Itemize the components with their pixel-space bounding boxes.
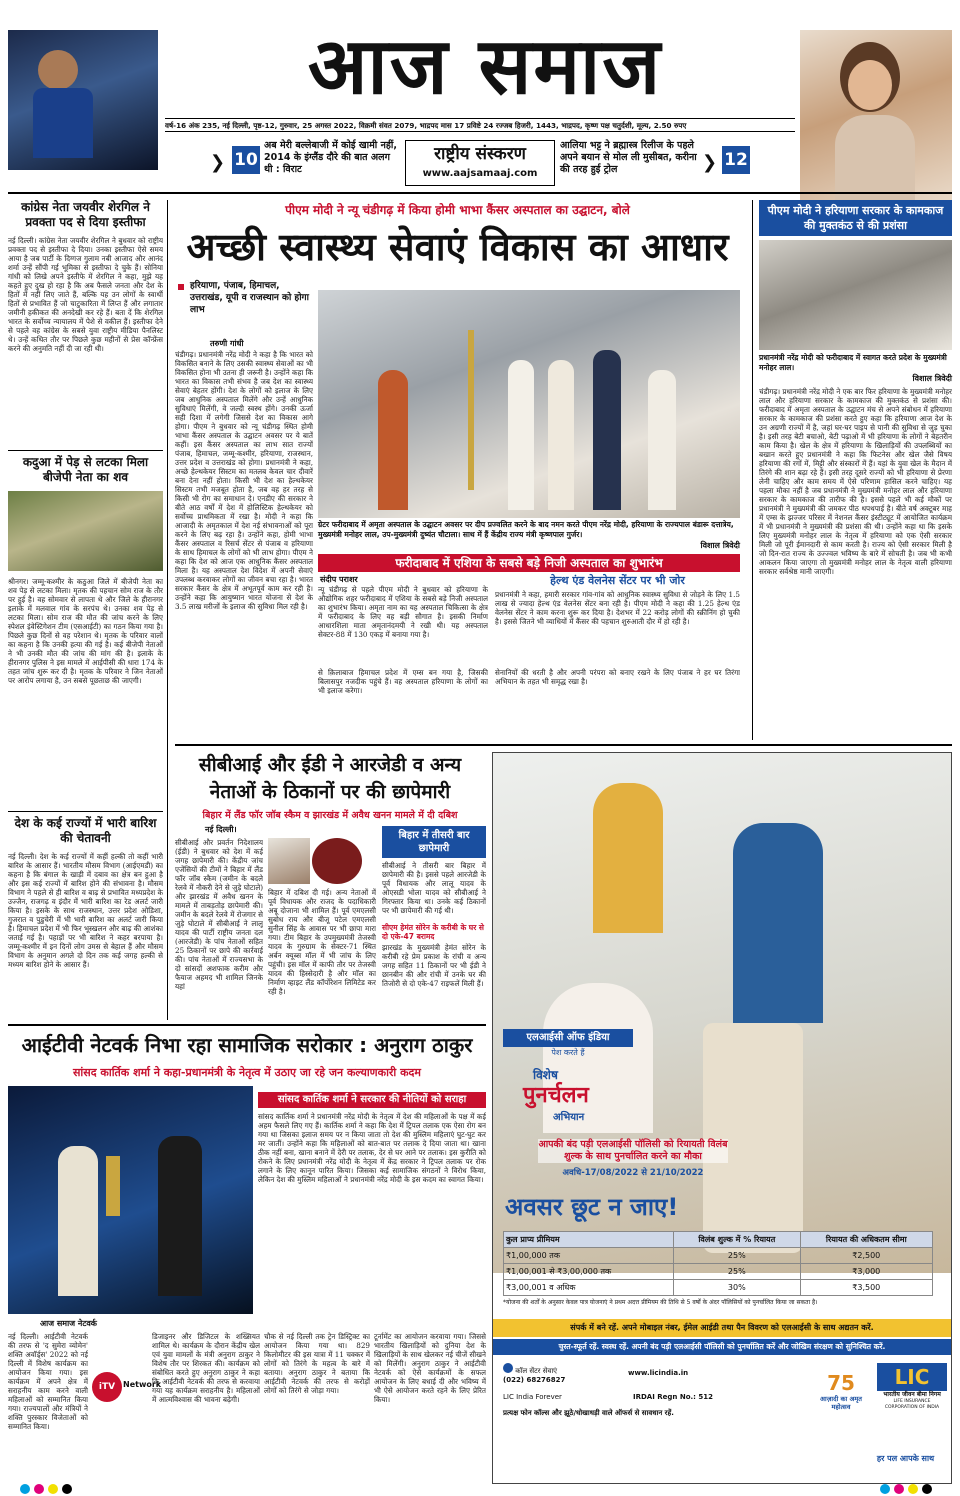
arrow-icon: ❯ — [210, 152, 226, 173]
lic-cell: 25% — [674, 1248, 800, 1264]
itv-subhead: सांसद कार्तिक शर्मा ने कहा-प्रधानमंत्री के नेतृत्व में उठाए जा रहे जन कल्याणकारी कदम — [73, 1066, 421, 1079]
story3-body: नई दिल्ली। देश के कई राज्यों में कहीं हल्की तो कहीं भारी बारिश के आसार हैं। भारतीय मौसम विभाग (आईएमडी) का कहना है कि बंगाल के खाड़ी में दबाव का क्षेत्र बन हुआ है और इस कई राज्यों में बारिश होने की संभावना है। मौसम विभाग ने पहले से ही बारिश व बाढ़ से प्रभावित मध्यप्रदेश के उज्जैन, राजगढ़ व इंदौर में भारी बारिश का रेड अलर्ट जारी किया है। इसके के साथ राजस्थान, उत्तर प्रदेश ओडिशा, गुजरात व पुडुचेरी में भी भारी बारिश का अलर्ट जारी किया है। हिमाचल प्रदेश में भी फिर भूस्खलन और बाढ़ की आशंका जताई गई है। पहाड़ों पर भी बारिश ने कहर बरपाया है। जम्मू-कश्मीर में इन दिनों लोग उमस से बेहाल हैं और मौसम विभाग के अनुमान अगले दो दिन तक कई जगह हल्की से मध्यम बारिश होने के आसार हैं। — [8, 852, 163, 969]
itv-body-top: सांसद कार्तिक शर्मा ने प्रधानमंत्री नरेंद्र मोदी के नेतृत्व में देश की महिलाओं के पक्ष में कई अहम फैसले लिए गए हैं। कार्तिक शर्मा ने कहा कि देश में ट्रिपल तलाक एक ऐसा रोग बन गया था जिसका इलाज समय पर न किया जाता तो देश की मुस्लिम महिलाएं घुट-घुट कर मर जातीं। उन्होंने कहा कि महिलाओं को बात-बात पर तलाक दे दिया जाता था। खाना ठीक नहीं बना, खाना बनाने में देरी पर तलाक, देर से घर आने पर तलाक। इस कुरीति को रोकने के लिए प्रधानमंत्री नरेंद्र मोदी के नेतृत्व में केंद्र सरकार ने ट्रिपल तलाक पर रोक लगाने के लिए कानून पारित किया। जिसका कई सामाजिक संगठनों ने विरोध किया, लेकिन देश की मुस्लिम महिलाओं ने प्रधानमंत्री नरेंद्र मोदी के इस कदम का स्वागत किया। — [258, 1112, 486, 1184]
lic-slogan-bottom: हर पल आपके साथ — [876, 1454, 935, 1463]
dateline: वर्ष-16 अंक 235, नई दिल्ली, पृष्ठ-12, गुरुवार, 25 अगस्त 2022, विक्रमी संवत 2079, भाद्रपद मास 17 प्रविष्टे 24 रज्जब हिजरी, 1443, भाद्रपद, कृष्ण पक्ष चतुर्दशी, मूल्य, 2.50 रुपए — [165, 118, 795, 132]
section-rule — [175, 744, 952, 746]
lic-th-limit: रियायत की अधिकतम सीमा — [800, 1232, 932, 1248]
right-story-credit: विशाल त्रिवेदी — [912, 374, 952, 383]
cbi-logo — [312, 838, 362, 884]
itv-logo: iTV Network — [92, 1372, 148, 1402]
cbi-box — [382, 826, 486, 1016]
lead-photo-caption: ग्रेटर फरीदाबाद में अमृता अस्पताल के उद्घाटन अवसर पर दीप प्रज्वलित करने के बाद नमन करते पीएम नरेंद्र मोदी, हरियाणा के राज्यपाल बंडारू दत्तात्रेय, मुख्यमंत्री मनोहर लाल, उप-मुख्यमंत्री दुष्यंत चौटाला। साथ में हैं केंद्रीय राज्य मंत्री कृष्णपाल गुर्जर। — [318, 520, 734, 539]
registration-mark — [908, 1484, 918, 1494]
lic-contact: संपर्क में बने रहें. अपने मोबाइल नंबर, ईमेल आईडी तथा पैन विवरण को एलआईसी के साथ अद्यतन करें. — [493, 1319, 951, 1337]
faridabad-bar: फरीदाबाद में एशिया के सबसे बड़े निजी अस्पताल का शुभारंभ — [318, 554, 740, 572]
right-story — [752, 200, 952, 740]
masthead-rule — [8, 192, 952, 194]
lic-irdai: IRDAI Regn No.: 512 — [633, 1393, 714, 1401]
lead-photo-credit: विशाल त्रिवेदी — [700, 541, 740, 550]
story3-headline: देश के कई राज्यों में भारी बारिश की चेतावनी — [14, 816, 157, 845]
faridabad-body3: से क़िलाबाज हिमाचल प्रदेश में एम्स बन गया है, जिसकी बिलासपुर नजदीक पहुंचे हैं। वह अस्पताल हरियाणा के लोगों का भी इलाज करेगा। — [318, 668, 488, 695]
arrow-icon: ❯ — [702, 152, 718, 173]
lic-campaign-2: पुनर्चलन — [523, 1083, 589, 1108]
lead-kicker: पीएम मोदी ने न्यू चंडीगढ़ में किया होमी भाभा कैंसर अस्पताल का उद्घाटन, बोले — [175, 200, 740, 220]
faridabad-body4: सेनानियों की धरती है और अपनी परंपरा को बनाए रखने के लिए पंजाब ने हर घर तिरंगा अभियान के तहत भी समृद्ध रखा है। — [495, 668, 740, 686]
azadi-label: आज़ादी का अमृत महोत्सव — [819, 1395, 863, 1411]
lic-caution: प्रत्यक्ष फोन कॉल्स और झूठे/धोखाधड़ी वाले ऑफर्स से सावधान रहें. — [503, 1409, 674, 1417]
lic-helpline-number: (022) 68276827 — [503, 1376, 566, 1384]
lic-cell: ₹3,000 — [800, 1264, 932, 1280]
cbi-box-red: सीएम हेमंत सोरेन के करीबी के घर से दो एके-47 बरामद — [382, 923, 484, 941]
itv-bar: सांसद कार्तिक शर्मा ने सरकार की नीतियों को सराहा — [258, 1092, 486, 1108]
left-column — [8, 200, 163, 1020]
story2-photo — [8, 491, 163, 571]
lic-cell: ₹1,00,000 तक — [504, 1248, 674, 1264]
itv-rule — [8, 1024, 486, 1026]
itv-photo-caption: आज समाज नेटवर्क — [40, 1319, 97, 1328]
lic-brand-top: एलआईसी ऑफ इंडिया — [503, 1029, 633, 1047]
lead-byline: तरुणी गांधी — [210, 339, 244, 348]
lead-deck — [178, 280, 313, 336]
lic-offer: आपकी बंद पड़ी एलआईसी पॉलिसी को रियायती विलंब शुल्क के साथ पुनर्चालित करने का मौका — [538, 1139, 728, 1162]
itv-body2: डिजाइनर और डिजिटल के शख्सियत शामिल थे। कार्यक्रम के दौरान केंद्रीय खेल एवं युवा मामलों के मंत्री अनुराग ठाकुर ने विशेष तौर पर शिरकत की। कार्यक्रम को संबोधित करते हुए अनुराग ठाकुर ने कहा कि आईटीवी नेटवर्क की तरफ से करवाया गया यह कार्यक्रम सराहनीय है। महिलाओं में आत्मविश्वास की भावना बढ़ेगी। — [152, 1332, 260, 1404]
right-story-caption: प्रधानमंत्री नरेंद्र मोदी को फरीदाबाद में स्वागत करते प्रदेश के मुख्यमंत्री मनोहर लाल। — [759, 353, 947, 372]
lic-th-premium: कुल प्राप्य प्रीमियम — [504, 1232, 674, 1248]
story2-body: श्रीनगर। जम्मू-कश्मीर के कठुआ जिले में बीजेपी नेता का शव पेड़ से लटका मिला। मृतक की पहचान सोम राज के तौर पर हुई है। वह सोमवार से लापता थे और जिले के हीरानगर इलाके में मलवाल गांव के सरपंच थे। उनका शव पेड़ से लटका मिला। सोम राज की मौत की जांच करने के लिए स्पेशल इंवेस्टिगेशन टीम (एसआईटी) का गठन किया गया है। पिछले कुछ दिनों से वह परेशान थे। मृतक के परिवार वालों का कहना है कि उनकी हत्या की गई है। कई बीजेपी नेताओं ने भी उनकी मौत की जांच की मांग की है। इलाके के हीरानगर पुलिस ने इस मामले में आईपीसी की धारा 174 के तहत जांच शुरू कर दी है। मृतक के परिवार ने जिन नेताओं पर आरोप लगाया है, उन सबसे पूछताछ की जाएगी। — [8, 577, 163, 685]
azadi-logo: 75 आज़ादी का अमृत महोत्सव — [811, 1371, 871, 1431]
cbi-body2: बिहार में दबिश दी गई। अन्य नेताओं में पूर्व विधायक और राजद के पदाधिकारी अबू दोजाना भी शामिल हैं। पूर्व एमएलसी सुबोध राय और बीजू पटेल एमएलसी सुनील सिंह के आवास पर भी छापा मारा गया। टीम बिहार के उपमुख्यमंत्री तेजस्वी यादव के गुरुग्राम के सेक्टर-71 स्थित अर्बन क्यूब्स मॉल में भी जांच के लिए पहुंची। इस मॉल में काफी तौर पर तेजस्वी यादव की हिस्सेदारी है और मॉल का निर्माण व्हाइट लैंड कॉर्पोरेशन लिमिटेड कर रही है। — [268, 888, 376, 996]
lic-cell: ₹1,00,001 से ₹3,00,000 तक — [504, 1264, 674, 1280]
lic-cell: ₹3,00,001 व अधिक — [504, 1280, 674, 1296]
registration-mark — [880, 1484, 890, 1494]
lic-ad — [492, 752, 952, 1484]
itv-headline: आईटीवी नेटवर्क निभा रहा सामाजिक सरोकार : अनुराग ठाकुर — [21, 1033, 473, 1057]
lic-slogan: चुस्त-स्फूर्त रहें. स्वस्थ रहें. अपनी बंद पड़ी एलआईसी पॉलिसी को पुनर्चालित करें और जोखिम संरक्षण को सुनिश्चित करें. — [493, 1339, 951, 1355]
lic-website[interactable]: www.licindia.in — [628, 1369, 689, 1377]
cbi-body1: सीबीआई और प्रवर्तन निदेशालय (ईडी) ने बुधवार को देश में कई जगह छापेमारी की। केंद्रीय जांच एजेंसियों की टीमों ने बिहार में लैंड फॉर जॉब स्कैम (जमीन के बदले रेलवे में नौकरी देने से जुड़े घोटाले) और झारखंड में अवैध खनन के मामले में ताबड़तोड़ छापेमारी की। जमीन के बदले रेलवे में रोजगार से जुड़े घोटाले में सीबीआई ने लालू यादव की पार्टी राष्ट्रीय जनता दल (आरजेडी) के पांच नेताओं सहित 25 ठिकानों पर छापे की कार्रवाई की। पांच नेताओं में राज्यसभा के दो सांसदों अशफाक करीम और फैयाज अहमद भी शामिल जिनके यहां — [175, 838, 263, 991]
itv-photo — [8, 1086, 253, 1314]
lic-app: LIC India Forever — [503, 1393, 562, 1401]
story2-headline: कदुआ में पेड़ से लटका मिला बीजेपी नेता का शव — [22, 455, 149, 484]
edition-box — [405, 140, 555, 186]
registration-mark — [894, 1484, 904, 1494]
lic-helpline — [503, 1363, 623, 1385]
lic-name: भारतीय जीवन बीमा निगम — [883, 1391, 941, 1398]
teaser-left-page: 10 — [232, 146, 260, 174]
cbi-dateline: नई दिल्ली। — [205, 825, 237, 834]
lic-cell: ₹2,500 — [800, 1248, 932, 1264]
cbi-headline: सीबीआई और ईडी ने आरजेडी व अन्य नेताओं के ठिकानों पर की छापेमारी — [198, 754, 462, 803]
faridabad-body2: प्रधानमंत्री ने कहा, हमारी सरकार गांव-गांव को आधुनिक स्वास्थ्य सुविधा से जोड़ने के लिए 1.5 लाख से ज्यादा हेल्थ एंड वेलनेस सेंटर बना रही है। पीएम मोदी ने कहा की 1.25 हेल्थ एंड वेलनेस सेंटर ने काम करना शुरू कर दिया है। देशभर में 22 करोड़ लोगों की स्क्रीनिंग हो चुकी है। इससे जितने भी व्याधियों में कैंसर की पहचान शुरुआती दौर में हो रही है। — [495, 590, 740, 626]
lic-cell: 30% — [674, 1280, 800, 1296]
right-story-headline: पीएम मोदी ने हरियाणा सरकार के कामकाज की मुक्तकंठ से की प्रशंसा — [759, 200, 952, 236]
faridabad-subhead: हेल्थ एंड वेलनेस सेंटर पर भी जोर — [550, 574, 685, 587]
table-row — [504, 1264, 933, 1280]
lic-cell: ₹3,500 — [800, 1280, 932, 1296]
cbi-photo-person — [268, 838, 310, 884]
registration-mark — [34, 1484, 44, 1494]
lic-helpline-label: कॉल सेंटर सेवाएं — [515, 1367, 558, 1375]
registration-mark — [20, 1484, 30, 1494]
lic-table-header — [504, 1232, 933, 1248]
lead-photo — [318, 290, 740, 518]
teaser-right-text: आलिया भट्ट ने ब्रह्मास्त्र रिलीज के पहले अपने बयान से मोल ली मुसीबत, करीना की तरह हुई ट्रोल — [560, 140, 697, 175]
masthead-photo-left — [8, 30, 158, 170]
lic-th-rebate: विलंब शुल्क में % रियायत — [674, 1232, 800, 1248]
cbi-box-body: सीबीआई ने तीसरी बार बिहार में छापेमारी की है। इससे पहले आरजेडी के पूर्व विधायक और लालू यादव के ओएसडी भोला यादव को सीबीआई ने गिरफ्तार किया था। उनके कई ठिकानों पर भी छापेमारी की गई थी। — [382, 861, 486, 915]
registration-mark — [62, 1484, 72, 1494]
lic-period: अवधि-17/08/2022 से 21/10/2022 — [562, 1168, 704, 1178]
column-rule — [167, 200, 168, 1020]
lic-cell: 25% — [674, 1264, 800, 1280]
edition-label: राष्ट्रीय संस्करण — [434, 144, 526, 164]
right-story-body: चंडीगढ़। प्रधानमंत्री नरेंद्र मोदी ने एक बार फिर हरियाणा के मुख्यमंत्री मनोहर लाल और हरियाणा सरकार के कामकाज की मुक्तकंठ से प्रशंसा की। फरीदाबाद में अमृता अस्पताल के उद्घाटन मंच से अपने संबोधन में हरियाणा सरकार के कामकाज की प्रशंसा करते हुए कहा कि हरियाणा आज देश के उन अग्रणी राज्यों में है, जहां घर-घर पाइप से पानी की सुविधा से जुड़ चुका है। इसी तरह बेटी बचाओ, बेटी पढ़ाओ में भी हरियाणा के लोगों ने बेहतरीन काम किया है। खेल के क्षेत्र में हरियाणा के खिलाड़ियों की उपलब्धियों का बखान करते हुए प्रधानमंत्री ने कहा कि फिटनेस और खेल जैसे विषय हरियाणा की रगों में, मिट्टी और संस्कारों में हैं। यहां के युवा खेल के मैदान में तिरंगे की शान बढ़ा रहे हैं। इसी तरह दूसरे राज्यों को भी हरियाणा से प्रेरणा लेनी चाहिए और काम समय में ऐसे परिणाम हासिल करने चाहिए। यह पहला मौका नहीं है जब प्रधानमंत्री ने मुख्यमंत्री मनोहर लाल और हरियाणा सरकार के कामकाज की तारीफ की है। इससे पहले भी कई मौकों पर प्रधानमंत्री ने मुख्यमंत्री की जमकर पीठ थपथपाई है। बीते वर्ष अक्टूबर माह में एम्स के झज्जर परिसर में नेशनल कैंसर इंस्टीट्यूट में आयोजित कार्यक्रम में भी प्रधानमंत्री ने मुख्यमंत्री की प्रशंसा की थी। उन्होंने कहा था कि इसके लिए मुख्यमंत्री मनोहर लाल के नेतृत्व में हरियाणा को एक ऐसी सरकार मिली जो पूरी ईमानदारी से काम करती है। राज्य को ऐसी सरकार मिली है जो दिन-रात राज्य के उज्ज्वल भविष्य के बारे में सोचती है। जब भी कभी आकलन किया जाएगा तो मुख्यमंत्री मनोहर लाल के नेतृत्व वाली हरियाणा सरकार सर्वश्रेष्ठ मानी जाएगी। — [759, 387, 952, 576]
itv-body4: टूर्नामेंट का आयोजन करवाया गया। जिससे भारतीय खिलाड़ियों को दुनिया देश के खिलाड़ियों के साथ खेलकर नई चीजें सीखने को मिलेंगी। अनुराग ठाकुर ने आईटीवी नेटवर्क को ऐसे कार्यक्रमों के सफल आयोजन के लिए बधाई दी और भविष्य में भी ऐसे आयोजन करते रहने के लिए प्रेरित किया। — [374, 1332, 486, 1404]
phone-icon — [503, 1363, 513, 1373]
lead-headline: अच्छी स्वास्थ्य सेवाएं विकास का आधार — [186, 225, 729, 269]
cbi-box-body2: झारखंड के मुख्यमंत्री हेमंत सोरेन के करीबी रहे प्रेम प्रकाश के रांची व अन्य जगह सहित 11 ठिकानों पर भी ईडी ने छानबीन की और रांची में उनके घर की तिजोरी से दो एके-47 राइफलें मिली हैं। — [382, 943, 486, 988]
cbi-subhead: बिहार में लैंड फॉर जॉब स्कैम व झारखंड में अवैध खनन मामले में दी दबिश — [202, 810, 458, 821]
teaser-left[interactable] — [210, 138, 400, 186]
lic-logo-text: LIC — [877, 1363, 947, 1391]
registration-mark — [922, 1484, 932, 1494]
table-row — [504, 1248, 933, 1264]
story1-body: नई दिल्ली। कांग्रेस नेता जयवीर शेरगिल ने बुधवार को राष्ट्रीय प्रवक्ता पद से इस्तीफा दे दिया। उनका इस्तीफा ऐसे समय आया है जब पार्टी के दिग्गज गुलाम नबी आजाद और आनंद शर्मा उन्हें सौंपी गई भूमिका से इस्तीफा दे चुके हैं। सोनिया गांधी को लिखे अपने इस्तीफे में शेरगिल ने कहा, मुझे यह कहते हुए दुख हो रहा है कि अब फैसले जनता और देश के हितों में नहीं लिए जाते हैं, बल्कि यह उन लोगों के स्वार्थी हितों से प्रभावित हैं जो चाटुकारिता में लिप्त हैं और लगातार जमीनी हकीकत की अनदेखी कर रहे हैं। बता दें कि शेरगिल भारत के सर्वोच्च न्यायालय में पेशे से वकील हैं। इस्तीफा देने से पहले वह कांग्रेस के सबसे युवा राष्ट्रीय मीडिया पैनलिस्ट थे। उन्हें कथित तौर पर पिछले कुछ महीनों से प्रेस कॉन्फ्रेंस करने की अनुमति नहीं दी जा रही थी। — [8, 236, 163, 353]
website-label: www.aajsamaaj.com — [422, 168, 538, 179]
lic-footnote: *योजना की शर्तों के अनुसार केवल पात्र योजनाएं ने प्रथम अदत्त प्रीमियम की तिथि से 5 वर्षों के अंदर पॉलिसियों को पुनर्चालित किया जा सकता है। — [503, 1299, 818, 1306]
teaser-right[interactable] — [560, 138, 795, 186]
lead-body: चंडीगढ़। प्रधानमंत्री नरेंद्र मोदी ने कहा है कि भारत को विकसित बनाने के लिए उसकी स्वास्थ्य सेवाओं का भी विकसित होना भी उतना ही जरूरी है। उन्होंने कहा कि भारत का विकास तभी संभव है जब देश का स्वास्थ्य सेवाएं बेहतर होंगी। देश के लोगों को इलाज के लिए जब आधुनिक अस्पताल मिलेंगे और उन्हें आधुनिक सुविधाएं मिलेंगी, वे जल्दी स्वस्थ होंगे। उनकी ऊर्जा सही दिशा में लगेगी जिससे देश का विकास आगे होगा। पीएम ने बुधवार को न्यू चंडीगढ़ स्थित होमी भाभा कैंसर अस्पताल के उद्घाटन अवसर पर ये बातें कहीं। इस कैंसर अस्पताल का लाभ सात राज्यों पंजाब, हिमाचल, जम्मू-कश्मीर, हरियाणा, राजस्थान, उत्तर प्रदेश व उत्तराखंड को होगा। प्रधानमंत्री ने कहा, अच्छे हेल्थकेयर सिस्टम का मतलब केवल चार दीवारें बना देना नहीं होता। किसी भी देश का हेल्थकेयर सिस्टम तभी मजबूत होता है, जब वह हर तरह से किसी भी रोग का समाधान दे। एनडीए की सरकार ने बीते आठ वर्षों में देश में होलिस्टिक हेल्थकेयर को सर्वोच्च प्राथमिकता में रखा है। मोदी ने कहा कि आजादी के अमृतकाल में देश नई संभावनाओं को पूरा करने के लिए बढ़ रहा है। उन्होंने कहा, होमी भाभा कैंसर अस्पताल व रिसर्च सेंटर से पंजाब व हरियाणा के साथ हिमाचल के लोगों को भी लाभ होगा। पीएम ने कहा कि देश को आज एक आधुनिक कैंसर अस्पताल मिला है। यह अस्पताल देश विदेश में अपनी सेवाएं उपलब्ध करवाकर लोगों का जीवन बचा रहा है। भारत सरकार कैंसर के क्षेत्र में अभूतपूर्व काम कर रही है। उन्होंने कहा कि आयुष्मान भारत योजना से देश के 3.5 लाख मरीजों के इलाज की सुविधा मिल रही है। — [175, 350, 313, 611]
lic-tagline: अवसर छूट न जाए! — [505, 1193, 679, 1221]
right-story-photo — [759, 240, 952, 350]
teaser-right-page: 12 — [722, 146, 750, 174]
masthead-title: आज समाज — [307, 22, 663, 112]
lic-table — [503, 1231, 933, 1296]
table-row — [504, 1280, 933, 1296]
itv-body3: चौक से नई दिल्ली तक ट्रेन डिस्ट्रिक्ट का आयोजन किया गया था। 829 किलोमीटर की इस यात्रा में 11 चक्कर में लोगों को तिरंगे के महत्व के बारे में बताया। अनुराग ठाकुर ने बताया कि आईटीवी नेटवर्क की तरफ से करोड़ों लोगों को तिरंगे से जोड़ा गया। — [264, 1332, 370, 1395]
lead-deck-text: हरियाणा, पंजाब, हिमाचल, उत्तराखंड, यूपी व राजस्थान को होगा लाभ — [190, 281, 309, 315]
lic-logo — [877, 1363, 947, 1443]
faridabad-byline: संदीप पराशर — [320, 575, 358, 584]
registration-mark — [48, 1484, 58, 1494]
lic-brand-sub: पेश करते हैं — [551, 1048, 585, 1057]
teaser-left-text: अब मेरी बल्लेबाजी में कोई खामी नहीं, 2014 के इंग्लैंड दौरे की बात अलग थी : विराट — [264, 140, 397, 175]
story1-headline: कांग्रेस नेता जयवीर शेरगिल ने प्रवक्ता पद से दिया इस्तीफा — [21, 200, 150, 229]
itv-network-label: Network — [123, 1380, 162, 1389]
itv-body1: नई दिल्ली। आईटीवी नेटवर्क की तरफ से 'द सुमेरा व्योमेन' शक्ति अवॉर्ड्स' 2022 को नई दिल्ली में विशेष कार्यक्रम का आयोजन किया गया। इस कार्यक्रम में अपने क्षेत्र में सराहनीय काम करने वाली महिलाओं को सम्मानित किया गया। राज्यपालों और मंत्रियों ने शक्ति पुरस्कार विजेताओं को सम्मानित किया। — [8, 1332, 88, 1431]
lic-campaign-1: विशेष — [533, 1068, 558, 1082]
bullet-icon — [178, 284, 184, 290]
lic-name-en: LIFE INSURANCE CORPORATION OF INDIA — [884, 1399, 940, 1410]
cbi-box-title: बिहार में तीसरी बार छापेमारी — [382, 826, 486, 858]
lic-campaign-3: अभियान — [553, 1112, 585, 1123]
faridabad-body1: न्यू चंडीगढ़ से पहले पीएम मोदी ने बुधवार को हरियाणा के औद्योगिक शहर फरीदाबाद में एशिया के सबसे बड़े निजी अस्पताल का शुभारंभ किया। अमृता नाम का यह अस्पताल चिकित्सा के क्षेत्र में फरीदाबाद के लिए वह बड़ी सौगात है। इसकी निर्माण आधारशिला माता अमृतानंदमयी ने रखी थी। यह अस्पताल सेक्टर-88 में 130 एकड़ में बनाया गया है। — [318, 585, 488, 639]
